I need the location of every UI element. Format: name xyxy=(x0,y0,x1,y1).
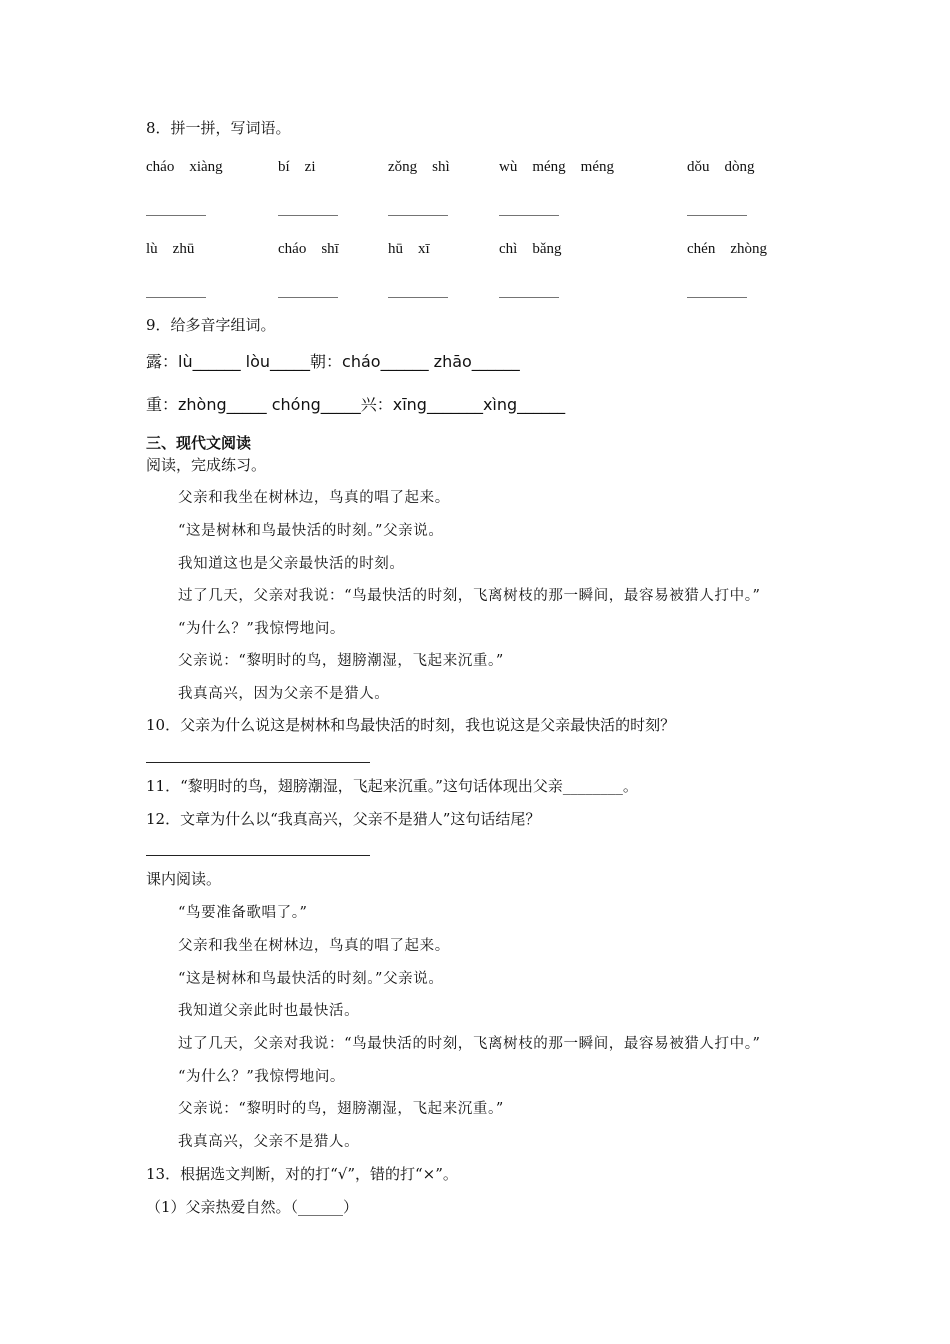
polyphone-line-1[interactable]: 露：lù______ lòu_____朝：cháo______ zhāo______ xyxy=(146,352,520,371)
passage-paragraph: 我知道这也是父亲最快活的时刻。 xyxy=(178,556,405,572)
q9-title: 9．给多音字组词。 xyxy=(146,316,276,334)
passage-paragraph: 父亲说：“黎明时的鸟，翅膀潮湿，飞起来沉重。” xyxy=(178,1101,504,1117)
q12-text: 12．文章为什么以“我真高兴，父亲不是猎人”这句话结尾？ xyxy=(146,810,541,828)
passage-paragraph: 我真高兴，父亲不是猎人。 xyxy=(178,1134,360,1150)
pinyin-item: cháo xiàng xyxy=(146,159,223,175)
q8-title: 8．拼一拼，写词语。 xyxy=(146,119,291,137)
answer-blank[interactable]: ________ xyxy=(146,198,206,216)
passage-paragraph: 我真高兴，因为父亲不是猎人。 xyxy=(178,686,390,702)
passage-paragraph: “这是树林和鸟最快活的时刻。”父亲说。 xyxy=(178,523,444,539)
pinyin-item: hū xī xyxy=(388,241,430,257)
pinyin-item: wù méng méng xyxy=(499,159,614,175)
pinyin-item: dǒu dòng xyxy=(687,159,755,175)
pinyin-item: chì bǎng xyxy=(499,241,562,257)
pinyin-item: chén zhòng xyxy=(687,241,767,257)
answer-blank[interactable]: ________ xyxy=(278,280,338,298)
answer-blank[interactable]: ________ xyxy=(499,198,559,216)
answer-line[interactable] xyxy=(146,855,370,856)
passage-paragraph: 父亲和我坐在树林边，鸟真的唱了起来。 xyxy=(178,490,450,506)
passage-paragraph: “为什么？”我惊愕地问。 xyxy=(178,621,346,637)
pinyin-item: cháo shī xyxy=(278,241,339,257)
passage-paragraph: “为什么？”我惊愕地问。 xyxy=(178,1069,346,1085)
passage-paragraph: 父亲和我坐在树林边，鸟真的唱了起来。 xyxy=(178,938,450,954)
answer-blank[interactable]: ________ xyxy=(278,198,338,216)
q13-item-1[interactable]: （1）父亲热爱自然。（______） xyxy=(146,1198,359,1216)
section-heading: 三、现代文阅读 xyxy=(146,434,252,452)
q11-text[interactable]: 11．“黎明时的鸟，翅膀潮湿，飞起来沉重。”这句话体现出父亲________。 xyxy=(146,777,638,795)
pinyin-item: zǒng shì xyxy=(388,159,450,175)
passage-paragraph: 父亲说：“黎明时的鸟，翅膀潮湿，飞起来沉重。” xyxy=(178,653,504,669)
q13-title: 13．根据选文判断，对的打“√”，错的打“×”。 xyxy=(146,1165,458,1183)
answer-line[interactable] xyxy=(146,762,370,763)
passage-paragraph: “这是树林和鸟最快活的时刻。”父亲说。 xyxy=(178,971,444,987)
polyphone-line-2[interactable]: 重：zhòng_____ chóng_____兴：xīng_______xìng______ xyxy=(146,395,566,414)
answer-blank[interactable]: ________ xyxy=(499,280,559,298)
passage-paragraph: 过了几天，父亲对我说：“鸟最快活的时刻，飞离树枝的那一瞬间，最容易被猎人打中。” xyxy=(178,1036,761,1052)
q10-text: 10．父亲为什么说这是树林和鸟最快活的时刻，我也说这是父亲最快活的时刻？ xyxy=(146,716,676,734)
answer-blank[interactable]: ________ xyxy=(687,280,747,298)
passage-paragraph: 过了几天，父亲对我说：“鸟最快活的时刻，飞离树枝的那一瞬间，最容易被猎人打中。” xyxy=(178,588,761,604)
passage-paragraph: “鸟要准备歌唱了。” xyxy=(178,905,308,921)
passage-paragraph: 我知道父亲此时也最快活。 xyxy=(178,1003,360,1019)
passage2-intro: 课内阅读。 xyxy=(146,870,222,888)
answer-blank[interactable]: ________ xyxy=(388,198,448,216)
pinyin-item: bí zi xyxy=(278,159,316,175)
answer-blank[interactable]: ________ xyxy=(146,280,206,298)
pinyin-item: lù zhū xyxy=(146,241,195,257)
answer-blank[interactable]: ________ xyxy=(687,198,747,216)
answer-blank[interactable]: ________ xyxy=(388,280,448,298)
section-intro: 阅读，完成练习。 xyxy=(146,456,267,474)
